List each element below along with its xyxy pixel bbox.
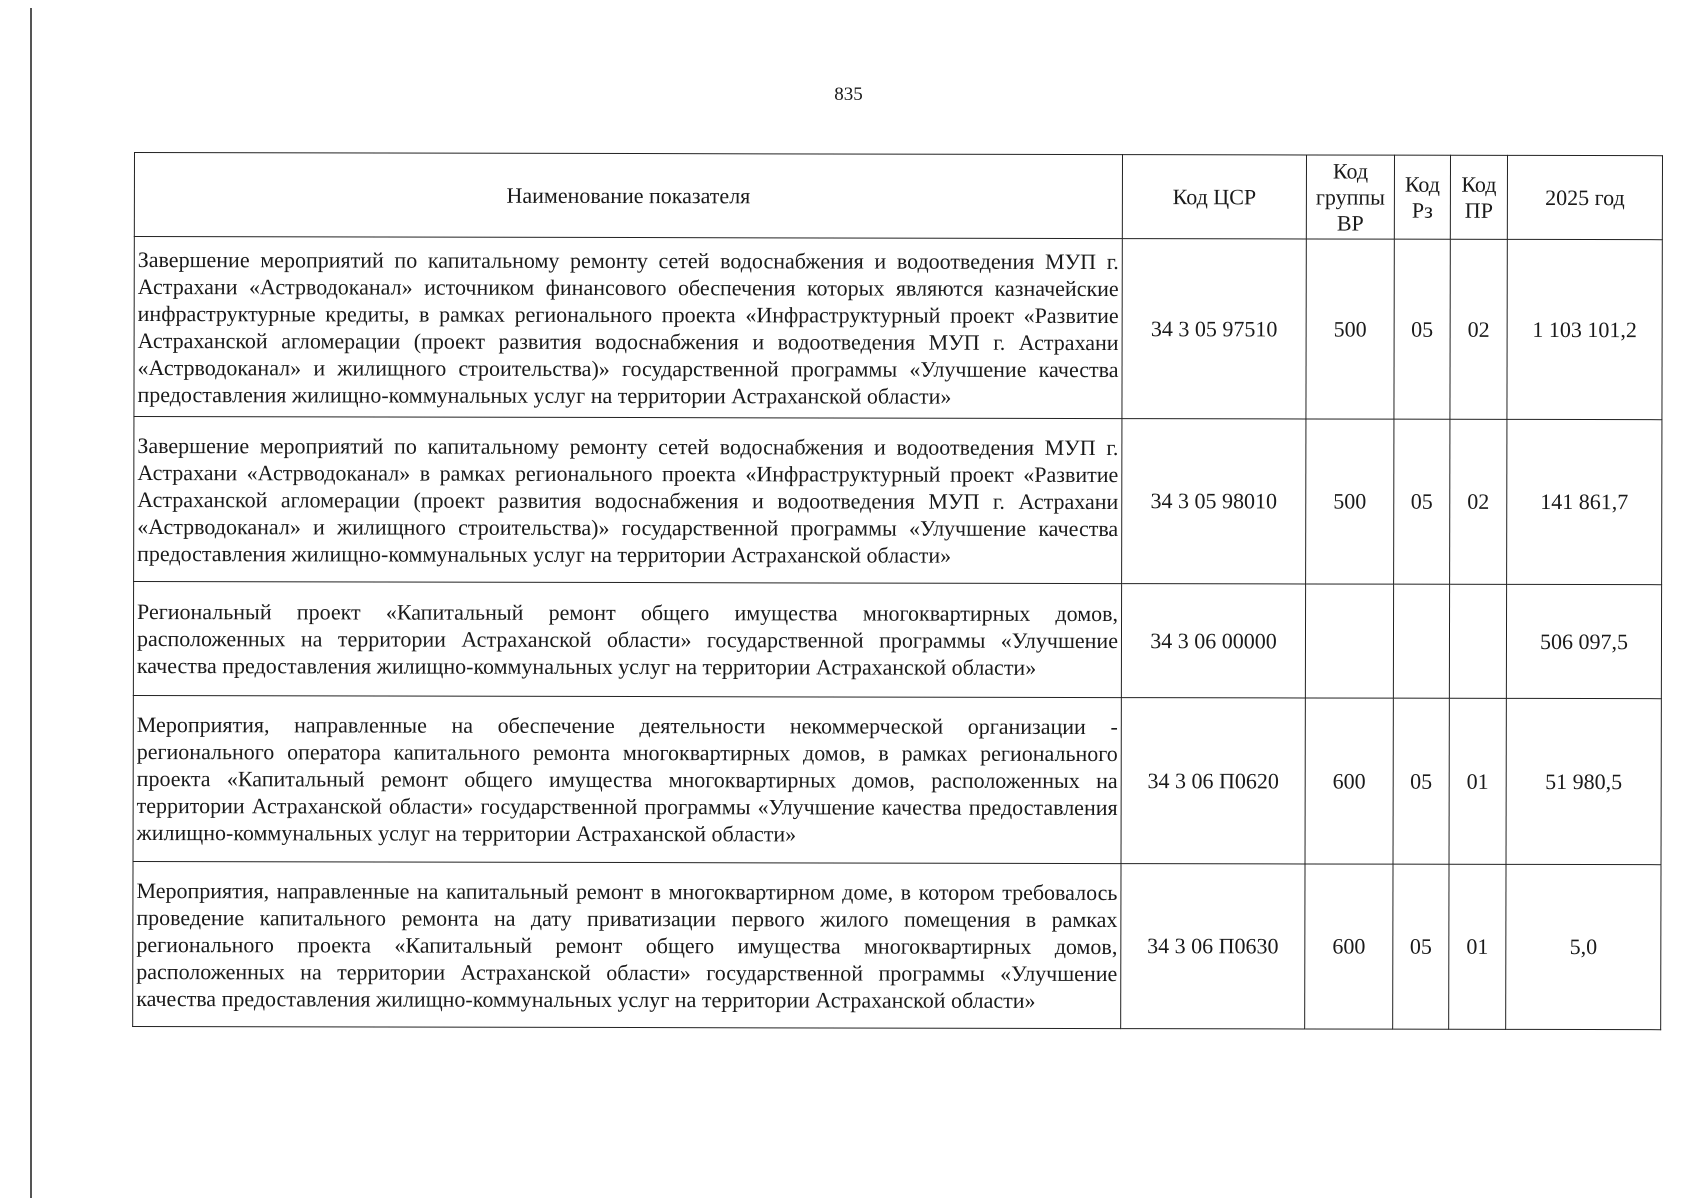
row-name: Мероприятия, направленные на обеспечение деятельности некоммерческой организации - регионального оператора капитального ремонта многоквартирных домов, в рамках регионального проекта «Капитальный ремонт общего имущества многоквартирных домов, расположенных на территории Астраханской области» государственной программы «Улучшение качества предоставления жилищно-коммунальных услуг на территории Астраханской области»: [133, 695, 1121, 863]
table-body: [133, 237, 1663, 1030]
row-vr-code: 500: [1306, 419, 1394, 584]
row-vr-code: 600: [1305, 698, 1393, 864]
row-amount: 1 103 101,2: [1507, 239, 1662, 419]
row-pr-code: [1449, 584, 1506, 698]
table-row: [133, 582, 1661, 699]
table-row: [134, 237, 1662, 420]
row-pr-code: 01: [1449, 698, 1506, 864]
header-name: Наименование показателя: [134, 153, 1122, 239]
header-pr-code: Код ПР: [1450, 155, 1507, 239]
header-csr-code: Код ЦСР: [1122, 155, 1306, 239]
budget-table: [132, 152, 1663, 1030]
page-number: 835: [834, 84, 863, 105]
row-amount: 141 861,7: [1507, 419, 1662, 584]
row-csr-code: 34 3 06 00000: [1121, 584, 1305, 698]
row-name: Завершение мероприятий по капитальному ремонту сетей водоснабжения и водоотведения МУП г. Астрахани «Астрводоканал» в рамках регионального проекта «Инфраструктурный проект «Развитие Астраханской агломерации (проект развития водоснабжения и водоотведения МУП г. Астрахани «Астрводоканал» и жилищного строительства)» государственной программы «Улучшение качества предоставления жилищно-коммунальных услуг на территории Астраханской области»: [134, 417, 1122, 584]
scan-edge-line: [30, 8, 32, 1198]
row-pr-code: 02: [1450, 239, 1507, 419]
table-header: [134, 153, 1662, 240]
row-vr-code: 500: [1306, 239, 1394, 419]
table-row: [133, 861, 1661, 1029]
row-amount: 51 980,5: [1506, 698, 1661, 864]
row-rz-code: 05: [1394, 419, 1450, 584]
row-pr-code: 01: [1449, 864, 1506, 1029]
row-amount: 506 097,5: [1506, 584, 1661, 698]
table-row: [133, 695, 1661, 864]
row-name: Мероприятия, направленные на капитальный ремонт в многоквартирном доме, в котором требовалось проведение капитального ремонта на дату приватизации первого жилого помещения в рамках регионального проекта «Капитальный ремонт общего имущества многоквартирных домов, расположенных на территории Астраханской области» государственной программы «Улучшение качества предоставления жилищно-коммунальных услуг на территории Астраханской области»: [133, 861, 1121, 1028]
row-vr-code: [1305, 584, 1393, 698]
row-pr-code: 02: [1450, 419, 1507, 584]
row-vr-code: 600: [1305, 864, 1393, 1029]
row-csr-code: 34 3 06 П0620: [1121, 698, 1305, 864]
row-amount: 5,0: [1506, 864, 1661, 1029]
row-name: Завершение мероприятий по капитальному ремонту сетей водоснабжения и водоотведения МУП г. Астрахани «Астрводоканал» источником финансового обеспечения которых являются казначейские инфраструктурные кредиты, в рамках регионального проекта «Инфраструктурный проект «Развитие Астраханской агломерации (проект развития водоснабжения и водоотведения МУП г. Астрахани «Астрводоканал» и жилищного строительства)» государственной программы «Улучшение качества предоставления жилищно-коммунальных услуг на территории Астраханской области»: [134, 237, 1122, 419]
row-name: Региональный проект «Капитальный ремонт общего имущества многоквартирных домов, расположенных на территории Астраханской области» государственной программы «Улучшение качества предоставления жилищно-коммунальных услуг на территории Астраханской области»: [133, 582, 1121, 698]
row-rz-code: 05: [1393, 698, 1449, 864]
row-csr-code: 34 3 05 98010: [1122, 419, 1306, 584]
header-vr-group-code: Код группы ВР: [1306, 155, 1394, 239]
row-rz-code: 05: [1394, 239, 1450, 419]
header-rz-code: Код Рз: [1394, 155, 1450, 239]
row-rz-code: [1393, 584, 1449, 698]
header-year-2025: 2025 год: [1507, 155, 1662, 239]
row-csr-code: 34 3 05 97510: [1122, 239, 1306, 419]
table-row: [134, 417, 1662, 585]
header-row: [134, 153, 1662, 240]
row-rz-code: 05: [1393, 864, 1449, 1029]
row-csr-code: 34 3 06 П0630: [1121, 864, 1305, 1029]
